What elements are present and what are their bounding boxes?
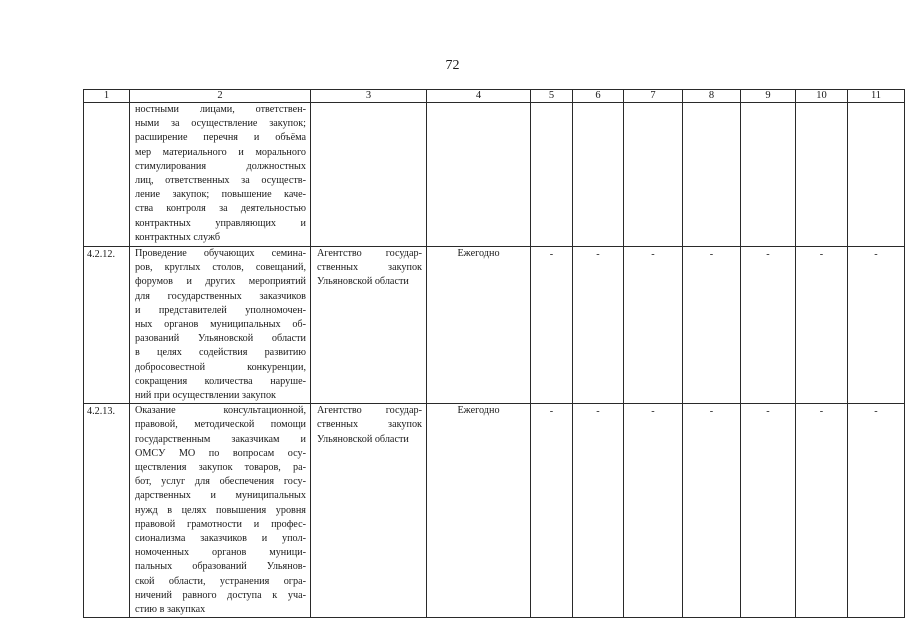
description-line: контрактных служб: [135, 231, 221, 243]
value-cell: [848, 103, 905, 247]
description-line: расширение перечня и объёма: [135, 132, 306, 144]
description-line: стию в закупках: [135, 604, 206, 616]
value-cell: [531, 103, 573, 247]
value-cell: -: [531, 404, 573, 618]
column-header: 11: [848, 90, 905, 103]
measures-table: [83, 89, 905, 618]
description-line: форумов и других мероприятий: [135, 276, 306, 288]
description-line: бот, услуг для обеспечения госу-: [135, 476, 306, 488]
value-cell: -: [624, 404, 683, 618]
description-line: контрактных управляющих и: [135, 217, 306, 229]
description-line: ров, круглых столов, совещаний,: [135, 262, 306, 274]
value-cell: -: [683, 404, 741, 618]
description-line: и представителей уполномочен-: [135, 304, 306, 316]
agency-line: Агентство государ-: [317, 248, 422, 259]
value-cell: -: [573, 247, 624, 404]
responsible-agency: [311, 247, 427, 404]
agency-line: ственных закупок: [317, 262, 422, 274]
description-line: ление закупок; повышение каче-: [135, 189, 306, 201]
description-line: ской области, устранения огра-: [135, 575, 306, 587]
description-line: сокращения количества наруше-: [135, 375, 306, 387]
value-cell: -: [683, 247, 741, 404]
value-cell: [796, 103, 848, 247]
agency-line: ственных закупок: [317, 419, 422, 431]
description-line: правовой грамотности и профес-: [135, 518, 306, 530]
description-line: мер материального и морального: [135, 146, 306, 158]
description-line: ничений равного доступа к уча-: [135, 589, 306, 601]
value-cell: [683, 103, 741, 247]
value-cell: -: [848, 247, 905, 404]
description-line: нужд в целях повышения уровня: [135, 504, 306, 516]
column-header: 4: [427, 90, 531, 103]
description-line: сионализма заказчиков и упол-: [135, 533, 306, 545]
page-number: 72: [445, 58, 460, 73]
description-line: добросовестной конкуренции,: [135, 361, 306, 373]
value-cell: -: [796, 247, 848, 404]
description-line: ства контроля за деятельностью: [135, 203, 306, 215]
description-line: лиц, ответственных за осуществ-: [135, 175, 306, 187]
description-line: дарственных и муниципальных: [135, 490, 306, 502]
column-header-row: [84, 90, 905, 103]
description-line: номоченных органов муници-: [135, 547, 306, 559]
item-number: 4.2.13.: [84, 404, 130, 618]
description-line: ний при осуществлении закупок: [135, 390, 276, 402]
description-line: в целях содействия развитию: [135, 347, 306, 359]
value-cell: -: [796, 404, 848, 618]
table-row: [84, 103, 905, 247]
column-header: 6: [573, 90, 624, 103]
table-row: [84, 247, 905, 404]
responsible-agency: [311, 404, 427, 618]
responsible-agency: [311, 103, 427, 247]
description-line: пальных образований Ульянов-: [135, 561, 306, 573]
value-cell: -: [741, 247, 796, 404]
period: Ежегодно: [427, 404, 531, 618]
description-line: ностными лицами, ответствен-: [135, 104, 306, 115]
description-line: государственным заказчикам и: [135, 433, 306, 445]
table-row: [84, 404, 905, 618]
item-number: [84, 103, 130, 247]
agency-line: Агентство государ-: [317, 405, 422, 417]
column-header: 3: [311, 90, 427, 103]
period: Ежегодно: [427, 247, 531, 404]
column-header: 10: [796, 90, 848, 103]
value-cell: -: [573, 404, 624, 618]
measure-description: [130, 404, 311, 618]
description-line: правовой, методической помощи: [135, 419, 306, 431]
description-line: ных органов муниципальных об-: [135, 319, 306, 331]
value-cell: -: [741, 404, 796, 618]
description-line: Проведение обучающих семина-: [135, 248, 306, 259]
value-cell: -: [848, 404, 905, 618]
measure-description: [130, 247, 311, 404]
description-line: Оказание консультационной,: [135, 405, 306, 417]
value-cell: [741, 103, 796, 247]
column-header: 9: [741, 90, 796, 103]
description-line: стимулирования должностных: [135, 160, 306, 172]
column-header: 2: [130, 90, 311, 103]
value-cell: -: [624, 247, 683, 404]
column-header: 1: [84, 90, 130, 103]
value-cell: -: [531, 247, 573, 404]
description-line: ОМСУ МО по вопросам осу-: [135, 447, 306, 459]
description-line: для государственных заказчиков: [135, 290, 306, 302]
measure-description: [130, 103, 311, 247]
value-cell: [573, 103, 624, 247]
value-cell: [624, 103, 683, 247]
description-line: ществления закупок товаров, ра-: [135, 462, 306, 474]
description-line: разований Ульяновской области: [135, 333, 306, 345]
description-line: ными за осуществление закупок;: [135, 118, 306, 130]
agency-line: Ульяновской области: [317, 276, 409, 288]
agency-line: Ульяновской области: [317, 433, 409, 445]
column-header: 7: [624, 90, 683, 103]
period: [427, 103, 531, 247]
item-number: 4.2.12.: [84, 247, 130, 404]
column-header: 5: [531, 90, 573, 103]
column-header: 8: [683, 90, 741, 103]
